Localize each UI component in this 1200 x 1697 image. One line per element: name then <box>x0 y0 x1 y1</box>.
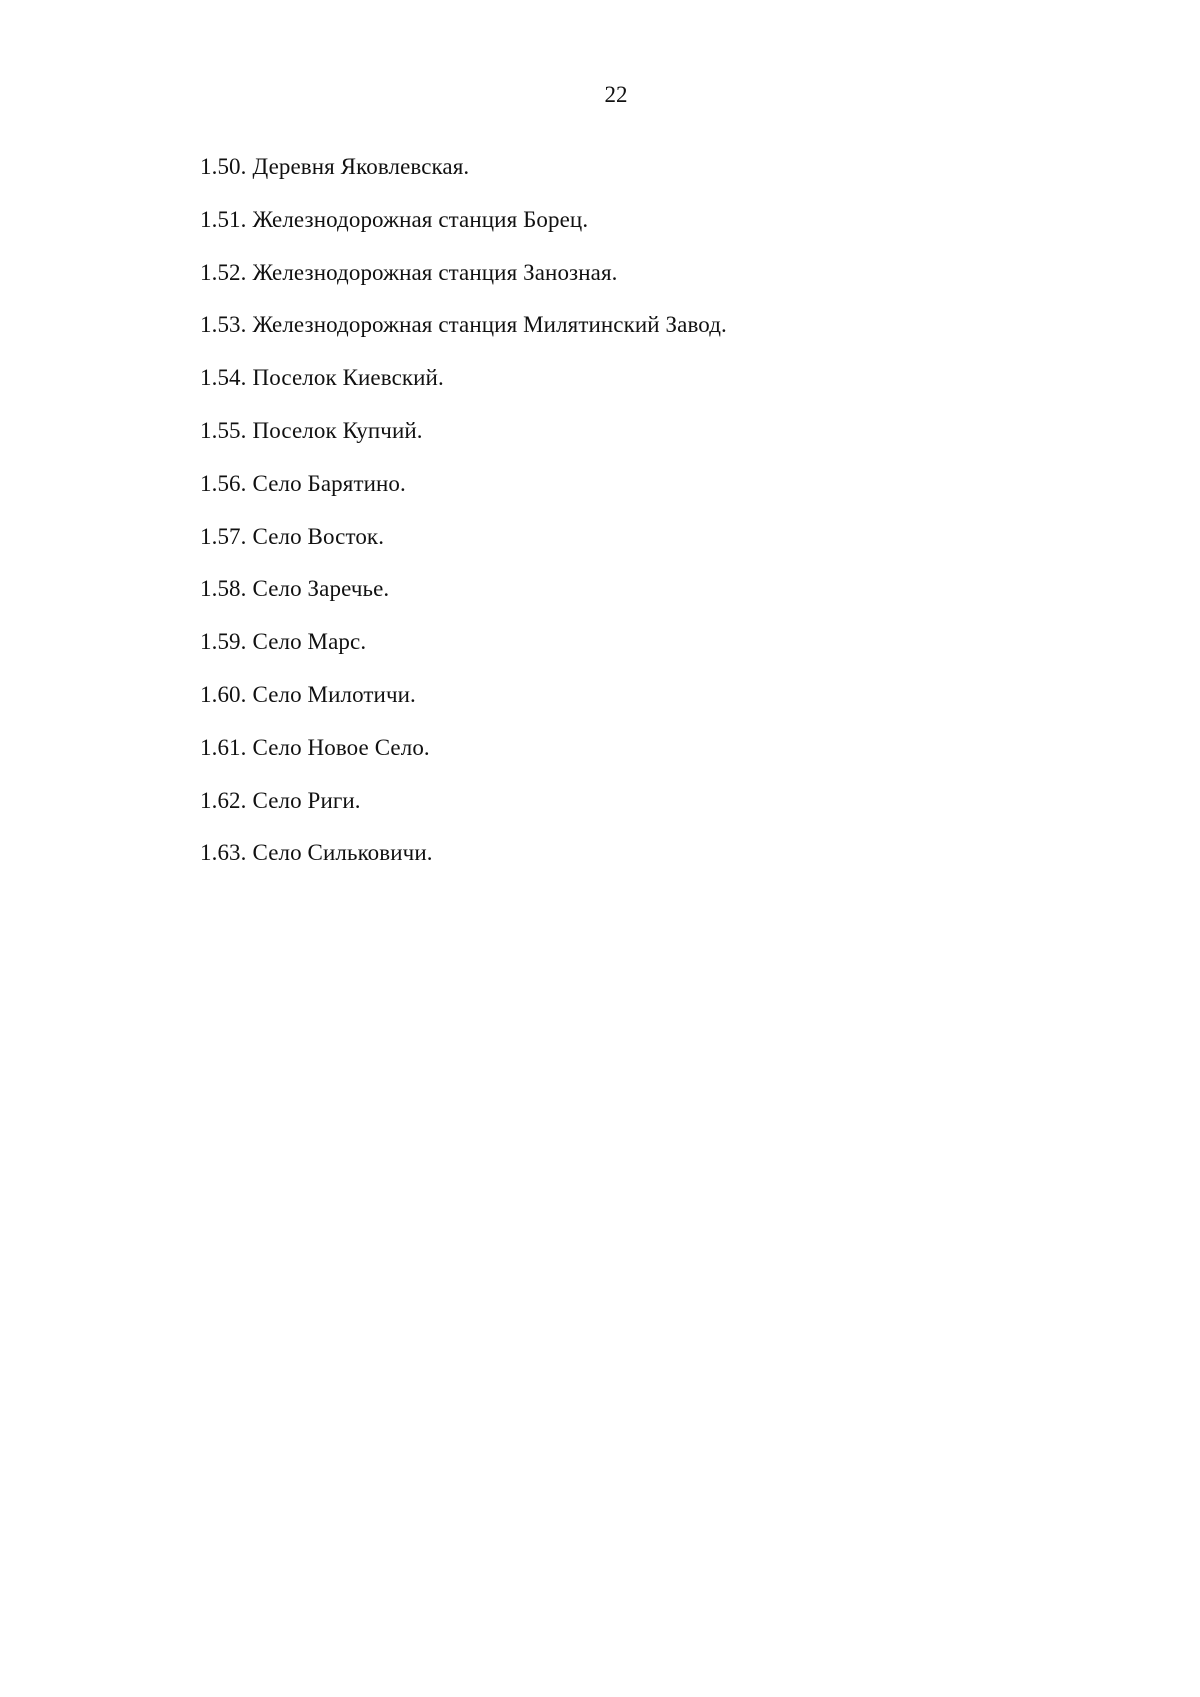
list-item <box>200 574 727 627</box>
list-item <box>200 733 727 786</box>
settlement-list <box>200 152 727 891</box>
item-number: 1.62. <box>200 787 247 813</box>
item-number: 1.59. <box>200 629 247 655</box>
list-item <box>200 627 727 680</box>
list-item <box>200 838 727 891</box>
list-item <box>200 469 727 522</box>
list-item <box>200 680 727 733</box>
item-number: 1.58. <box>200 576 247 602</box>
item-text: Село Риги. <box>252 787 361 813</box>
page-number: 22 <box>604 82 628 107</box>
list-item <box>200 416 727 469</box>
list-item <box>200 205 727 258</box>
item-text: Село Восток. <box>252 523 385 549</box>
item-text: Железнодорожная станция Борец. <box>252 206 589 232</box>
item-text: Деревня Яковлевская. <box>252 154 470 179</box>
item-number: 1.60. <box>200 681 247 707</box>
item-number: 1.53. <box>200 312 247 338</box>
item-text: Железнодорожная станция Милятинский Завод. <box>252 312 727 338</box>
item-text: Село Марс. <box>252 629 367 655</box>
item-text: Село Сильковичи. <box>252 840 433 866</box>
item-number: 1.50. <box>200 154 247 179</box>
item-number: 1.56. <box>200 470 247 496</box>
item-text: Поселок Киевский. <box>252 365 444 391</box>
item-text: Село Милотичи. <box>252 681 416 707</box>
item-number: 1.52. <box>200 259 247 285</box>
item-text: Село Новое Село. <box>252 734 430 760</box>
item-number: 1.61. <box>200 734 247 760</box>
item-text: Железнодорожная станция Занозная. <box>252 259 618 285</box>
item-number: 1.51. <box>200 206 247 232</box>
item-number: 1.55. <box>200 417 247 443</box>
item-text: Село Барятино. <box>252 470 406 496</box>
list-item <box>200 363 727 416</box>
list-item <box>200 522 727 575</box>
item-number: 1.57. <box>200 523 247 549</box>
item-number: 1.54. <box>200 365 247 391</box>
list-item <box>200 258 727 311</box>
list-item <box>200 310 727 363</box>
list-item <box>200 786 727 839</box>
item-text: Село Заречье. <box>252 576 390 602</box>
item-text: Поселок Купчий. <box>252 417 423 443</box>
item-number: 1.63. <box>200 840 247 866</box>
list-item <box>200 152 727 205</box>
